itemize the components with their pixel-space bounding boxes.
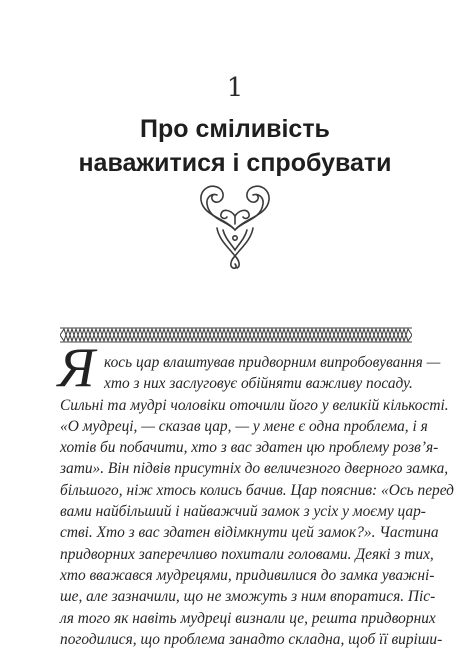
text-line: придворних заперечливо похитали головами. Деякі з тих, — [60, 545, 434, 563]
text-line: хто вважався мудрецями, придивилися до замка уважні- — [60, 566, 435, 584]
text-line: більшого, ніж хтось колись бачив. Цар пояснив: «Ось перед — [60, 481, 454, 499]
chapter-title-line-2: наважитися і спробувати — [78, 149, 392, 177]
chapter-number: 1 — [226, 73, 244, 103]
text-line: кось цар влаштував придворним випробовування — — [104, 354, 441, 371]
text-line: зати». Він підвів присутніх до величезного дверного замка, — [60, 460, 449, 478]
text-line: Сильні та мудрі чоловіки оточили його у великій кількості. — [60, 396, 449, 414]
chapter-title — [0, 112, 470, 180]
text-line: хто з них заслуговує обійняти важливу посаду. — [104, 375, 413, 393]
drop-cap: Я — [58, 337, 95, 399]
body-paragraph — [60, 352, 454, 650]
text-line: хотів би побачити, хто з вас здатен цю проблему розв’я- — [60, 439, 439, 457]
text-line: ше, але зазначили, що не зможуть з ним впоратися. Піс- — [60, 588, 436, 606]
text-line: вами найбільший і найважчий замок з усіх у моєму цар- — [60, 503, 426, 521]
heart-swirl-ornament-icon — [195, 178, 275, 270]
text-line: погодилися, що проблема занадто складна, щоб її виріши- — [60, 630, 443, 648]
chapter-title-line-1: Про сміливість — [140, 115, 330, 143]
text-line: «О мудреці, — сказав цар, — у мене є одна проблема, і я — [60, 417, 428, 435]
text-line: стві. Хто з вас здатен відімкнути цей замок?». Частина — [60, 524, 439, 542]
text-line: ля того як навіть мудреці визнали це, решта придворних — [60, 609, 436, 627]
braided-band-divider-icon — [60, 326, 412, 344]
